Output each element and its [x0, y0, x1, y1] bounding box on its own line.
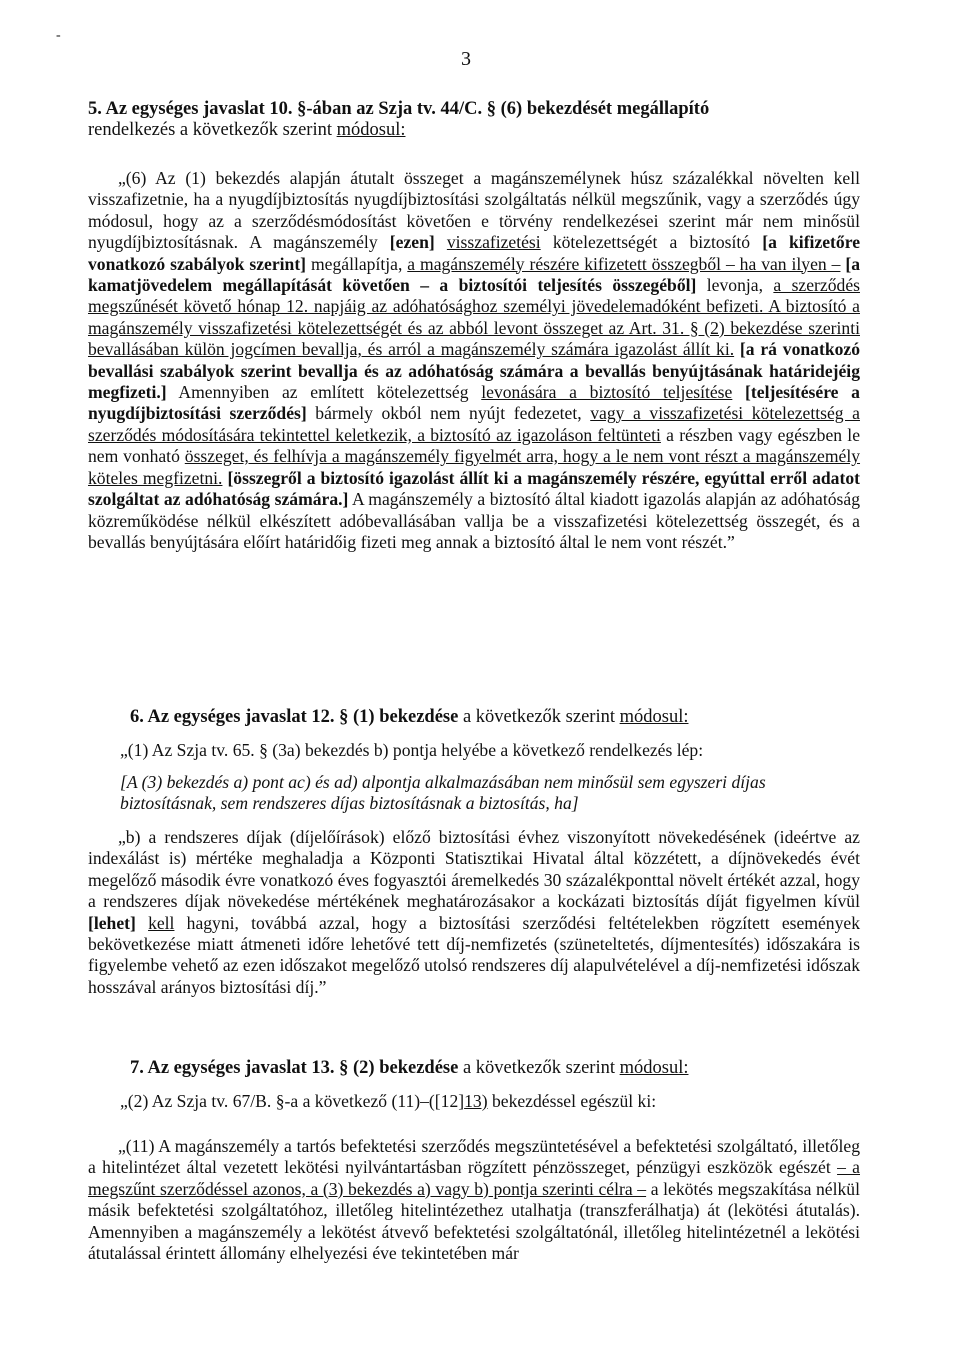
item-6-text-2: hagyni, továbbá azzal, hogy a biztosítási szerződési feltételekben rögzített események bekövetkezése miatt átmeneti időre lehetővé tett díj-nemfizetés (szüneteltetés, díjmentesítés) időszakára is figyelembe vehető az ezen időszakot megelőző utolsó rendszeres díj alapulvételével a díj-nemfizetési időszak hosszával arányos biztosítási díj.” — [88, 912, 860, 997]
item-5-text-2: kötelezettségét a biztosító — [552, 232, 751, 253]
item-5-deleted-6: [összegről a biztosító igazolást állít ki a magánszemély részére, egyúttal erről adatot szolgáltat az adóhatóság számára.] — [88, 467, 860, 510]
item-7-intro: a következők szerint — [462, 1058, 615, 1078]
item-7-text-2: a lekötés megszakítása nélkül másik befektetési szolgáltatóhoz, illetőleg hitelintézethez utalhatja (transzferálhatja) át (lekötési átutalás). Amennyiben a magánszemély a lekötést átvevő befektetési szolgáltatónál, illetőleg hitelintézetnél a lekötési átutalással érintett állomány elhelyezési éve tekintetében már — [88, 1178, 860, 1264]
item-5-paragraph — [88, 168, 860, 553]
item-7-modosul: módosul: — [619, 1058, 689, 1078]
item-5-text-3: megállapítja, — [310, 253, 403, 274]
item-5-text-6: bármely okból nem nyújt fedezetet, — [315, 403, 582, 424]
item-6-heading — [130, 707, 860, 728]
item-7-line-1 — [120, 1091, 860, 1112]
item-6-title: 6. Az egységes javaslat 12. § (1) bekezdése — [130, 707, 459, 727]
item-5-modosul: módosul: — [336, 120, 406, 141]
item-5-deleted-4: [a rá vonatkozó bevallási szabályok szerint bevallja és az adóhatóság számára a bevallás benyújtásának határidejéig megfizeti.] — [88, 339, 861, 403]
item-6-inserted: kell — [148, 912, 175, 933]
item-5-text-7: a részben vagy egészben le nem vonható — [88, 424, 861, 467]
item-7-heading — [130, 1058, 860, 1079]
item-5-deleted-3: [a kamatjövedelem megállapítását követően – a biztosítói teljesítés összegéből] — [88, 253, 861, 296]
item-5-inserted-4: levonására a biztosító teljesítése — [481, 382, 733, 403]
item-6-intro: a következők szerint — [462, 707, 615, 727]
item-5-deleted-2: [a kifizetőre vonatkozó szabályok szerint] — [88, 232, 861, 274]
item-7-line-1-a: „(2) Az Szja tv. 67/B. §-a a következő (11)–([12] — [120, 1091, 465, 1111]
item-5-title: 5. Az egységes javaslat 10. §-ában az Szja tv. 44/C. § (6) bekezdését megállapító — [88, 99, 710, 119]
item-6-line-1: „(1) Az Szja tv. 65. § (3a) bekezdés b) pontja helyébe a következő rendelkezés lép: — [120, 740, 704, 760]
item-6-paragraph — [88, 827, 860, 998]
item-5-deleted-5: [teljesítésére a nyugdíjbiztosítási szerződés] — [88, 382, 860, 424]
item-5-intro: rendelkezés a következők szerint — [88, 120, 332, 141]
item-5-heading — [88, 99, 860, 142]
item-5-text-4: levonja, — [706, 275, 763, 296]
item-6-deleted: [lehet] — [88, 912, 136, 933]
item-6-italic-block: [A (3) bekezdés a) pont ac) és ad) alpontja alkalmazásában nem minősül sem egyszeri díjas biztosításnak, sem rendszeres díjas biztosításnak a biztosítás, ha] — [120, 772, 766, 814]
item-7-inserted: – a megszűnt szerződéssel azonos, a (3) bekezdés a) vagy b) pontja szerinti célra – — [88, 1157, 860, 1199]
scan-mark: - — [56, 28, 61, 43]
page-number: 3 — [461, 48, 471, 70]
item-5-text-8: A magánszemély a biztosító által kiadott igazolás alapján az adóhatóság közreműködése nélkül elkészített adóbevallásában vallja be a visszafizetési kötelezettség összegét, és a bevallás benyújtására előírt határidőig fizeti meg annak a biztosító által le nem vont részét.” — [88, 489, 860, 552]
item-7-title: 7. Az egységes javaslat 13. § (2) bekezdése — [130, 1058, 459, 1078]
item-7-line-1-inserted: 13) — [464, 1091, 488, 1111]
item-5-deleted-1: [ezen] — [389, 232, 435, 253]
item-5-inserted-1: visszafizetési — [446, 232, 541, 253]
item-7-text-1: „(11) A magánszemély a tartós befektetési szerződés megszüntetésével a befektetési szolgáltató, illetőleg a hitelintézet által vezetett lekötési nyilvántartásban rögzített pénzösszeget, pénzügyi eszközök egészét — [88, 1136, 860, 1178]
item-5-text-5: Amennyiben az említett kötelezettség — [178, 382, 469, 403]
item-6-text-1: „b) a rendszeres díjak (díjelőírások) előző biztosítási évhez viszonyított növekedésének (ideértve az indexálást is) mértéke meghaladja a Központi Statisztikai Hivatal által közzétett, a díjnövekedés évét megelőző második évre vonatkozó éves fogyasztói áremelkedés 30 százalékponttal növelt értékét azzal, hogy a rendszeres díjak növekedése mértékének meghatározásakor a kockázati biztosítás díját figyelmen kívül — [88, 827, 860, 912]
item-5-inserted-3: a szerződés megszűnését követő hónap 12. napjáig az adóhatósághoz személyi jövedelemadóként befizeti. A biztosító a magánszemély visszafizetési kötelezettségét és az abból levont összeget az Art. 31. § (2) bekezdése szerinti bevallásában külön jogcímen bevallja, és arról a magánszemély számára igazolást állít ki. — [88, 275, 860, 360]
item-5-inserted-2: a magánszemély részére kifizetett összegből – ha van ilyen – — [407, 253, 841, 274]
item-5-inserted-5: vagy a visszafizetési kötelezettség a szerződés módosítására tekintettel keletkezik, a biztosító az igazoláson feltünteti — [88, 403, 860, 445]
item-5-text-1: „(6) Az (1) bekezdés alapján átutalt összeget a magánszemélynek húsz százalékkal növelten kell visszafizetnie, ha a nyugdíjbiztosítás nyugdíjbiztosítási szolgáltatás nélkül megszűnik, vagy a szerződés úgy módosul, hogy az a szerződésmódosítást követően e törvény rendelkezései szerint már nem minősül nyugdíjbiztosításnak. A magánszemély — [88, 168, 860, 253]
item-7-line-1-c: bekezdéssel egészül ki: — [491, 1091, 657, 1111]
item-5-inserted-6: összeget, és felhívja a magánszemély figyelmét arra, hogy a le nem vont részt a magánszemély köteles megfizetni. — [88, 446, 861, 488]
item-6-modosul: módosul: — [619, 707, 689, 727]
item-7-paragraph — [88, 1136, 860, 1264]
